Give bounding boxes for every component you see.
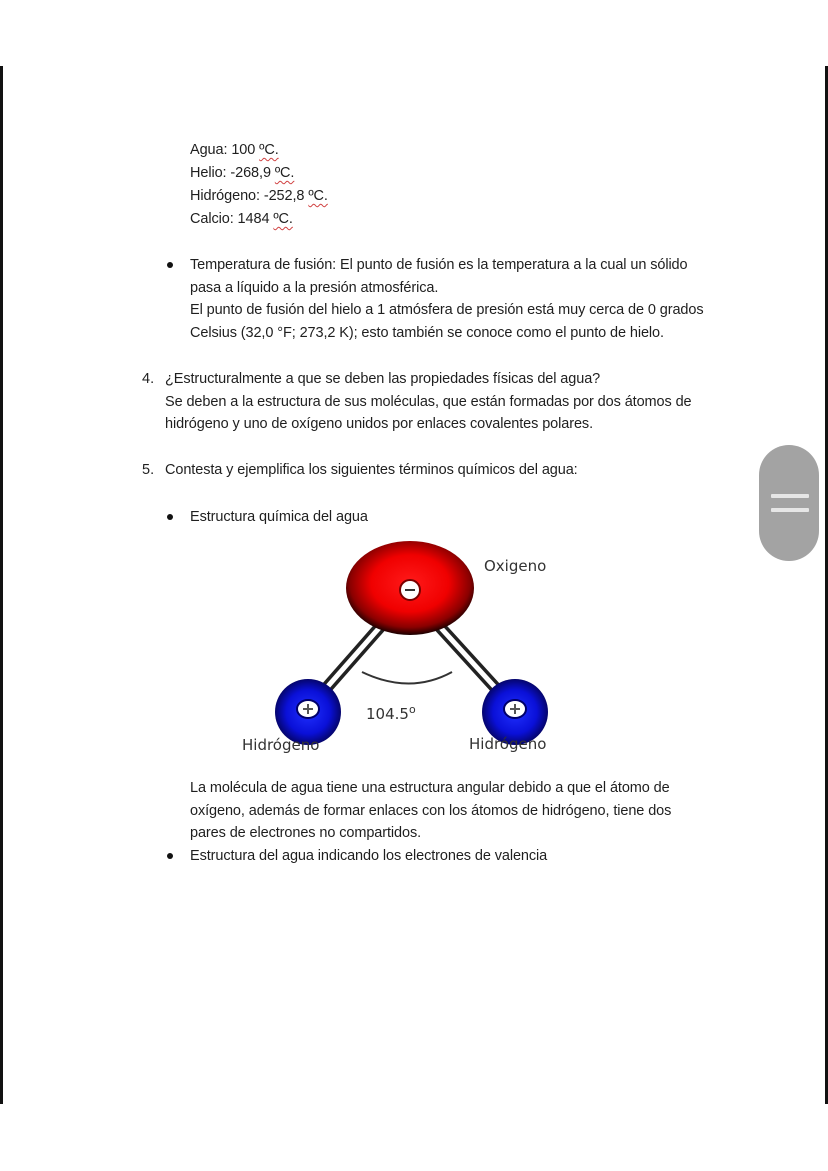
boiling-point-helio: Helio: -268,9 ºC. — [190, 165, 295, 181]
drag-handle-icon — [771, 508, 809, 512]
explanation-line-3: pares de electrones no compartidos. — [190, 825, 422, 841]
fusion-line-3: El punto de fusión del hielo a 1 atmósfera de presión está muy cerca de 0 grados — [190, 302, 704, 318]
bullet-icon — [167, 262, 173, 268]
hydrogen-right-label: Hidrógeno — [469, 735, 547, 753]
bullet-icon — [167, 853, 173, 859]
boiling-point-hidrogeno: Hidrógeno: -252,8 ºC. — [190, 188, 328, 204]
page-border-left — [0, 66, 3, 1104]
angle-label: 104.5$^o$ — [366, 703, 416, 723]
question-text: Contesta y ejemplifica los siguientes términos químicos del agua: — [165, 462, 578, 478]
question-number: 4. — [142, 371, 155, 387]
answer-line-2: hidrógeno y uno de oxígeno unidos por enlaces covalentes polares. — [165, 416, 593, 432]
answer-line-1: Se deben a la estructura de sus moléculas, que están formadas por dos átomos de — [165, 394, 692, 410]
explanation-line-2: oxígeno, además de formar enlaces con los átomos de hidrógeno, tiene dos — [190, 803, 672, 819]
drag-handle-icon — [771, 494, 809, 498]
oxygen-label: Oxigeno — [484, 557, 547, 575]
water-molecule-diagram — [230, 535, 590, 765]
question-number: 5. — [142, 462, 155, 478]
hydrogen-left-label: Hidrógeno — [242, 736, 320, 754]
boiling-point-agua: Agua: 100 ºC. — [190, 142, 279, 158]
question-text: ¿Estructuralmente a que se deben las propiedades físicas del agua? — [165, 371, 601, 387]
fusion-line-2: pasa a líquido a la presión atmosférica. — [190, 280, 439, 296]
boiling-point-calcio: Calcio: 1484 ºC. — [190, 211, 293, 227]
bullet-estructura-quimica: Estructura química del agua — [190, 509, 368, 525]
fusion-line-4: Celsius (32,0 °F; 273,2 K); esto también se conoce como el punto de hielo. — [190, 325, 664, 341]
fusion-line-1: Temperatura de fusión: El punto de fusión es la temperatura a la cual un sólido — [190, 257, 688, 273]
bullet-icon — [167, 514, 173, 520]
explanation-line-1: La molécula de agua tiene una estructura angular debido a que el átomo de — [190, 780, 670, 796]
scroll-handle[interactable] — [759, 445, 819, 561]
bullet-electrones-valencia: Estructura del agua indicando los electrones de valencia — [190, 848, 548, 864]
